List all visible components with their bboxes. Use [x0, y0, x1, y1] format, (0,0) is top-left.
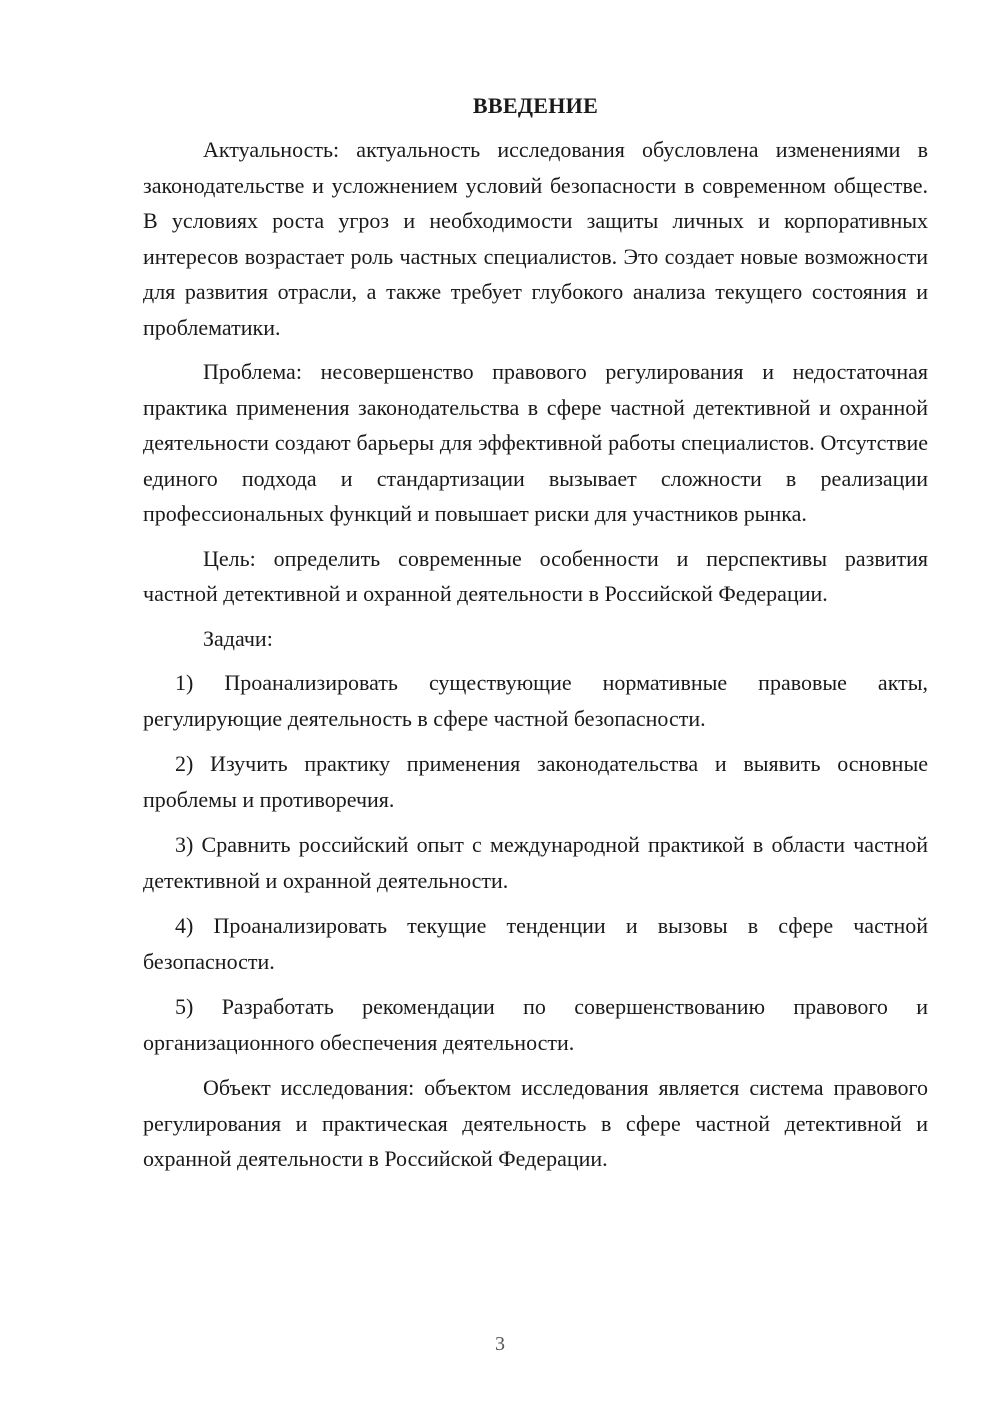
paragraph-relevance: Актуальность: актуальность исследования обусловлена изменениями в законодательстве и усложнением условий безопасности в современном обществе. В условиях роста угроз и необходимости защиты личных и корпоративных интересов возрастает роль частных специалистов. Это создает новые возможности для развития отрасли, а также требует глубокого анализа текущего состояния и проблематики. [143, 137, 928, 340]
task-item: 2) Изучить практику применения законодательства и выявить основные проблемы и противоречия. [143, 751, 928, 812]
paragraph-problem: Проблема: несовершенство правового регулирования и недостаточная практика применения законодательства в сфере частной детективной и охранной деятельности создают барьеры для эффективной работы специалистов. Отсутствие единого подхода и стандартизации вызывает сложности в реализации профессиональных функций и повышает риски для участников рынка. [143, 359, 928, 526]
task-item: 4) Проанализировать текущие тенденции и вызовы в сфере частной безопасности. [143, 913, 928, 974]
paragraph-goal: Цель: определить современные особенности и перспективы развития частной детективной и охранной деятельности в Российской Федерации. [143, 545, 928, 606]
document-page [143, 90, 928, 1186]
task-item: 5) Разработать рекомендации по совершенствованию правового и организационного обеспечения деятельности. [143, 994, 928, 1055]
paragraph-tasks-heading: Задачи: [203, 625, 273, 651]
task-item: 3) Сравнить российский опыт с международной практикой в области частной детективной и охранной деятельности. [143, 832, 928, 893]
paragraph-object: Объект исследования: объектом исследования является система правового регулирования и практическая деятельность в сфере частной детективной и охранной деятельности в Российской Федерации. [143, 1075, 928, 1171]
task-item: 1) Проанализировать существующие нормативные правовые акты, регулирующие деятельность в сфере частной безопасности. [143, 670, 928, 731]
page-number: 3 [495, 1333, 505, 1355]
section-title: ВВЕДЕНИЕ [472, 93, 599, 118]
